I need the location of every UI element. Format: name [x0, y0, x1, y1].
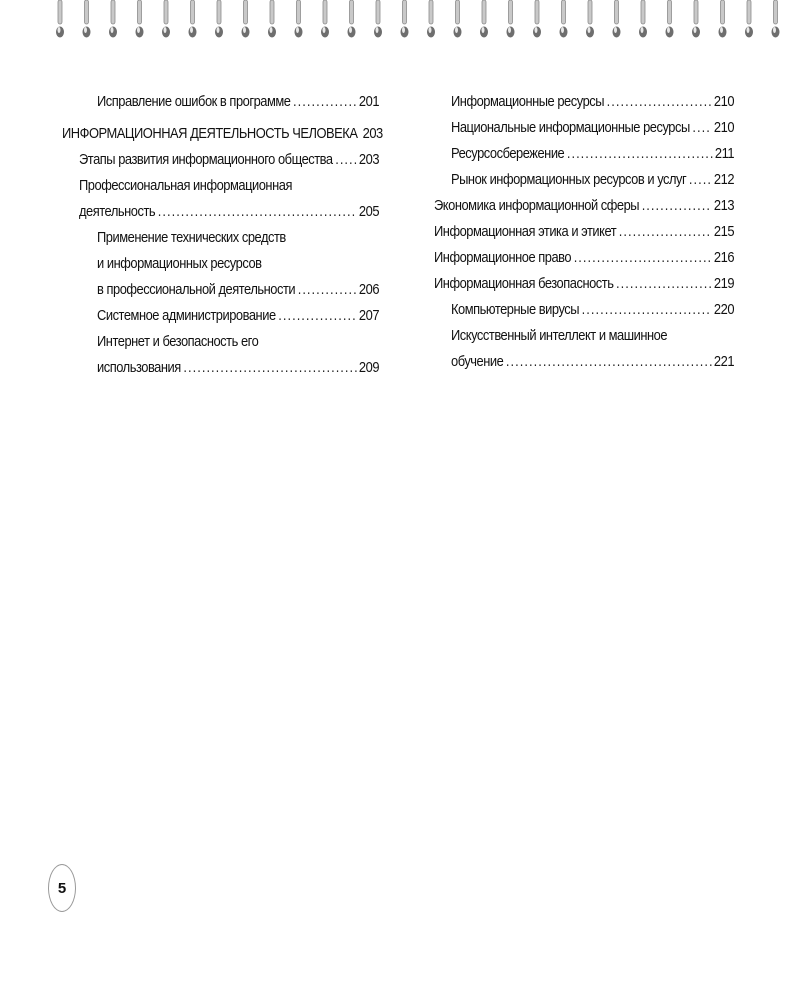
binding-ring: [268, 0, 276, 38]
binding-ring: [719, 0, 727, 38]
toc-entry-title: использования: [97, 359, 181, 376]
dot-leader: [607, 89, 712, 115]
toc-entry-title: Ресурсосбережение: [451, 145, 565, 162]
toc-entry-title: ИНФОРМАЦИОННАЯ ДЕЯТЕЛЬНОСТЬ ЧЕЛОВЕКА: [62, 125, 358, 142]
toc-entry-title: Информационное право: [434, 249, 572, 266]
toc-entry-title: деятельность: [79, 203, 156, 220]
toc-entry: [434, 297, 734, 323]
dot-leader: [298, 277, 357, 303]
toc-entry: [62, 173, 379, 225]
toc-entry-title: Компьютерные вирусы: [451, 301, 580, 318]
toc-entry: [62, 225, 379, 303]
binding-ring: [56, 0, 64, 38]
toc-entry: [434, 167, 734, 193]
binding-ring: [772, 0, 780, 38]
binding-ring: [507, 0, 515, 38]
toc-entry-title: обучение: [451, 353, 504, 370]
toc-page-number: 221: [713, 353, 735, 370]
binding-ring: [427, 0, 435, 38]
toc-entry: [434, 219, 734, 245]
toc-page-number: 213: [713, 197, 735, 214]
toc-entry-title: Информационная этика и этикет: [434, 223, 617, 240]
toc-column-right: [434, 89, 734, 375]
toc-entry: [434, 115, 734, 141]
dot-leader: [158, 199, 357, 225]
toc-page-number: 210: [713, 93, 735, 110]
toc-entry: [434, 245, 734, 271]
dot-leader: [567, 141, 712, 167]
toc-page-number: 209: [358, 359, 380, 376]
toc-entry-title: Информационная безопасность: [434, 275, 614, 292]
binding-ring: [136, 0, 144, 38]
toc-page-number: 205: [358, 203, 380, 220]
binding-ring: [454, 0, 462, 38]
toc-entry-title-line: Искусственный интеллект и машинное: [451, 327, 668, 344]
toc-entry: [434, 141, 734, 167]
toc-page-number: 203: [358, 151, 380, 168]
toc-entry-title: Экономика информационной сферы: [434, 197, 640, 214]
toc-entry: [62, 329, 379, 381]
toc-entry-title: Рынок информационных ресурсов и услуг: [451, 171, 687, 188]
toc-page-number: 211: [714, 145, 735, 162]
toc-page-number: 206: [358, 281, 380, 298]
toc-entry-title: Информационные ресурсы: [451, 93, 605, 110]
dot-leader: [293, 89, 356, 115]
binding-ring: [189, 0, 197, 38]
toc-page-number: 210: [713, 119, 735, 136]
toc-column-left: [62, 89, 383, 381]
binding-ring: [215, 0, 223, 38]
dot-leader: [582, 297, 712, 323]
toc-page-number: 215: [713, 223, 735, 240]
dot-leader: [689, 167, 711, 193]
binding-ring: [533, 0, 541, 38]
binding-ring: [666, 0, 674, 38]
toc-entry: [62, 121, 383, 147]
binding-ring: [295, 0, 303, 38]
toc-entry: [434, 89, 734, 115]
binding-ring: [83, 0, 91, 38]
toc-page-number: 207: [358, 307, 380, 324]
toc-entry-title-line: Интернет и безопасность его: [97, 333, 259, 350]
dot-leader: [183, 355, 356, 381]
binding-ring: [745, 0, 753, 38]
toc-entry: [434, 323, 734, 375]
binding-ring: [321, 0, 329, 38]
dot-leader: [642, 193, 712, 219]
toc-page-number: 219: [713, 275, 735, 292]
dot-leader: [574, 245, 712, 271]
toc-entry-title: Системное администрирование: [97, 307, 276, 324]
binding-ring: [692, 0, 700, 38]
toc-entry-title: в профессиональной деятельности: [97, 281, 296, 298]
toc-entry-title-line: и информационных ресурсов: [97, 255, 262, 272]
spiral-binding: [0, 0, 800, 48]
toc-entry: [62, 89, 379, 115]
toc-page-number: 220: [713, 301, 735, 318]
binding-ring: [348, 0, 356, 38]
binding-ring: [613, 0, 621, 38]
binding-ring: [374, 0, 382, 38]
binding-ring: [586, 0, 594, 38]
dot-leader: [506, 349, 711, 375]
binding-ring: [242, 0, 250, 38]
toc-entry: [434, 193, 734, 219]
toc-entry-title-line: Профессиональная информационная: [79, 177, 292, 194]
toc-entry-title-line: Применение технических средств: [97, 229, 286, 246]
toc-entry-title: Национальные информационные ресурсы: [451, 119, 690, 136]
dot-leader: [616, 271, 711, 297]
toc-page-number: 201: [358, 93, 380, 110]
dot-leader: [619, 219, 712, 245]
toc-page-number: 212: [713, 171, 735, 188]
toc-page-number: 216: [713, 249, 735, 266]
binding-ring: [639, 0, 647, 38]
dot-leader: [692, 115, 711, 141]
dot-leader: [335, 147, 356, 173]
toc-entry-title: Исправление ошибок в программе: [97, 93, 291, 110]
page-number: 5: [48, 864, 76, 912]
binding-ring: [560, 0, 568, 38]
binding-ring: [162, 0, 170, 38]
toc-page-number: 203: [362, 125, 383, 142]
binding-ring: [109, 0, 117, 38]
binding-ring: [401, 0, 409, 38]
binding-ring: [480, 0, 488, 38]
toc-entry-title: Этапы развития информационного общества: [79, 151, 333, 168]
toc-entry: [434, 271, 734, 297]
toc-entry: [62, 303, 379, 329]
dot-leader: [278, 303, 356, 329]
toc-entry: [62, 147, 379, 173]
